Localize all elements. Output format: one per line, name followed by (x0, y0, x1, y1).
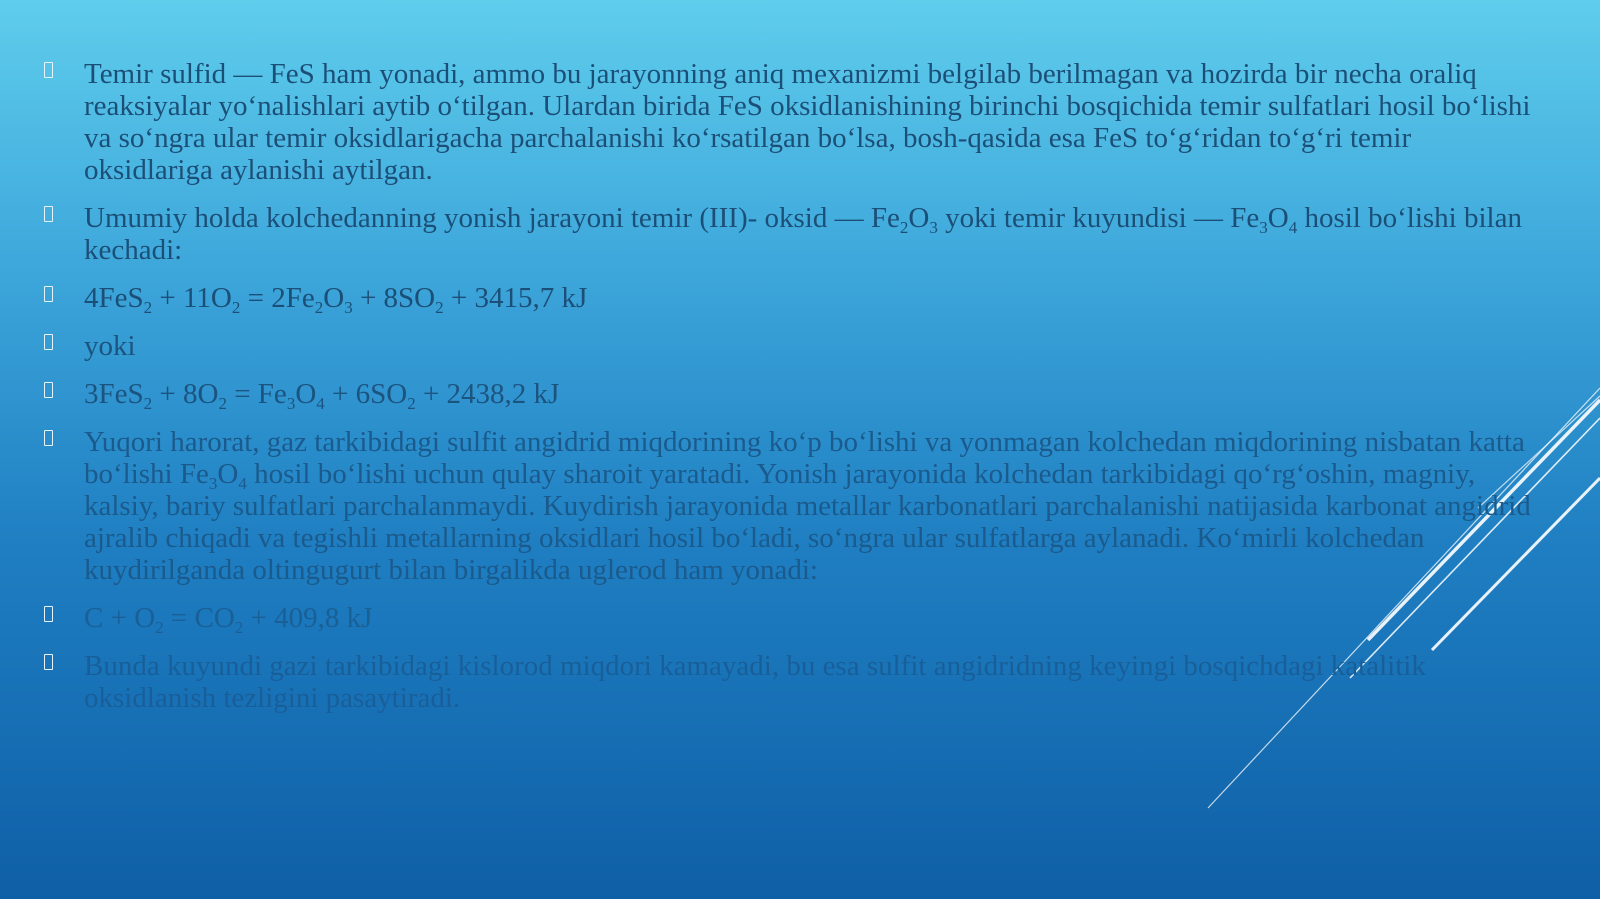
equation-text: + 6SO (324, 378, 408, 410)
subscript: 4 (316, 394, 325, 413)
equation-text: C + O (84, 602, 156, 634)
list-item (44, 378, 1544, 413)
bullet-icon (44, 654, 53, 670)
list-item (44, 650, 1544, 714)
subscript: 2 (435, 298, 444, 317)
bullet-text: Temir sulfid — FeS ham yonadi, ammo bu jarayonning aniq mexanizmi belgilab berilmagan va hozirda bir necha oraliq reaksiyalar yo‘nalishlari aytib o‘tilgan. Ulardan birida FeS oksidlanishining birinchi bosqichida temir sulfatlari hosil bo‘lishi va so‘ngra ular temir oksidlarigacha parchalanishi ko‘rsatilgan bo‘lsa, bosh-qasida esa FeS to‘g‘ridan to‘g‘ri temir oksidlariga aylanishi aytilgan. (84, 58, 1531, 186)
equation-text: + 409,8 kJ (243, 602, 373, 634)
equation-text: = Fe (226, 378, 287, 410)
equation-text: = CO (163, 602, 235, 634)
subscript: 2 (231, 298, 241, 317)
equation-text: + 11O (152, 282, 232, 314)
subscript: 2 (899, 218, 909, 237)
bullet-text: Bunda kuyundi gazi tarkibidagi kislorod miqdori kamayadi, bu esa sulfit angidridning keyingi bosqichdagi katalitik oksidlanish tezligini pasaytiradi. (84, 650, 1426, 714)
list-item (44, 426, 1544, 586)
equation-text: O (323, 282, 345, 314)
bullet-text: O (908, 202, 930, 234)
subscript: 2 (155, 618, 164, 637)
bullet-text: hosil bo‘lishi bilan kechadi: (84, 202, 1522, 266)
bullet-text: yoki (84, 330, 136, 362)
bullet-icon (44, 62, 53, 78)
subscript: 4 (238, 474, 247, 493)
subscript: 3 (929, 218, 938, 237)
slide-content (44, 58, 1544, 730)
subscript: 3 (344, 298, 353, 317)
equation-text: + 3415,7 kJ (443, 282, 588, 314)
bullet-text: Yuqori harorat, gaz tarkibidagi sulfit angidrid miqdorining ko‘p bo‘lishi va yonmagan kolchedan miqdorining nisbatan katta bo‘lishi Fe (84, 426, 1525, 490)
subscript: 2 (143, 394, 153, 413)
equation-text: 3FeS (84, 378, 144, 410)
bullet-icon (44, 430, 53, 446)
bullet-text: hosil bo‘lishi uchun qulay sharoit yaratadi. Yonish jarayonida kolchedan tarkibidagi qo‘rg‘oshin, magniy, kalsiy, bariy sulfatlari parchalanmaydi. Kuydirish jarayonida metallar karbonatlari parchalanishi natijasida karbonat angidrid ajralib chiqadi va tegishli metallarning oksidlari hosil bo‘ladi, so‘ngra ular sulfatlarga aylanadi. Ko‘mirli kolchedan kuydirilganda oltingugurt bilan birgalikda uglerod ham yonadi: (84, 458, 1531, 586)
bullet-icon (44, 206, 53, 222)
subscript: 3 (286, 394, 296, 413)
subscript: 2 (407, 394, 416, 413)
subscript: 2 (143, 298, 153, 317)
bullet-icon (44, 334, 53, 350)
equation-text: O (295, 378, 317, 410)
equation-text: + 2438,2 kJ (415, 378, 560, 410)
subscript: 2 (218, 394, 227, 413)
bullet-text: O (217, 458, 239, 490)
equation-text: + 8O (152, 378, 219, 410)
subscript: 3 (208, 474, 218, 493)
bullet-text: Umumiy holda kolchedanning yonish jarayoni temir (III)- oksid — Fe (84, 202, 900, 234)
equation-text: = 2Fe (240, 282, 315, 314)
list-item (44, 282, 1544, 317)
bullet-icon (44, 286, 53, 302)
subscript: 4 (1288, 218, 1298, 237)
subscript: 2 (234, 618, 244, 637)
bullet-text: O (1267, 202, 1289, 234)
equation-text: 4FeS (84, 282, 144, 314)
list-item (44, 58, 1544, 186)
bullet-icon (44, 382, 53, 398)
bullet-text: yoki temir kuyundisi — Fe (937, 202, 1260, 234)
subscript: 3 (1259, 218, 1268, 237)
list-item (44, 330, 1544, 362)
list-item (44, 202, 1544, 266)
bullet-icon (44, 606, 53, 622)
subscript: 2 (314, 298, 324, 317)
equation-text: + 8SO (352, 282, 436, 314)
list-item (44, 602, 1544, 637)
